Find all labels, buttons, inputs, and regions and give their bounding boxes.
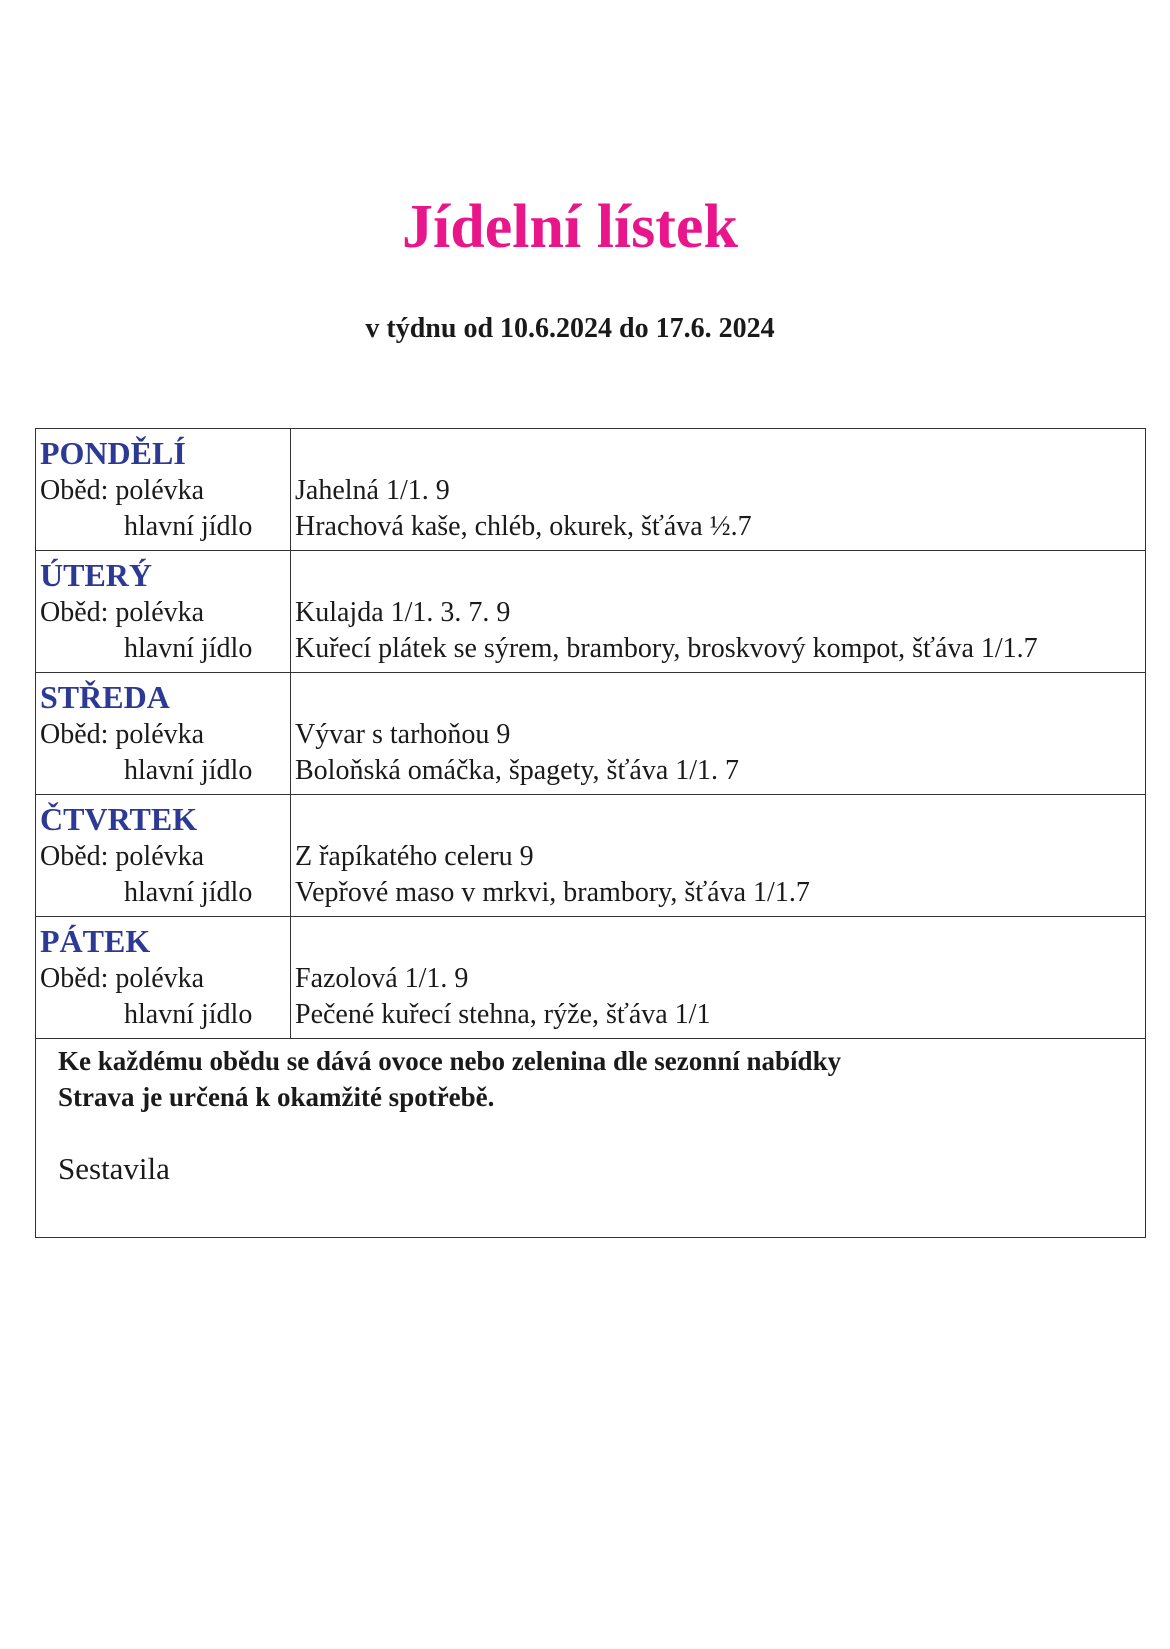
soup-dish: Kulajda 1/1. 3. 7. 9 (295, 597, 511, 628)
menu-table (35, 428, 1146, 1238)
day-row-monday (36, 429, 1146, 551)
main-label: hlavní jídlo (124, 755, 253, 786)
main-dish: Hrachová kaše, chléb, okurek, šťáva ½.7 (295, 511, 752, 542)
day-label-cell (36, 429, 291, 551)
day-row-wednesday (36, 673, 1146, 795)
dish-cell (291, 551, 1146, 673)
dish-cell (291, 917, 1146, 1039)
main-label: hlavní jídlo (124, 877, 253, 908)
dish-cell (291, 429, 1146, 551)
main-label: hlavní jídlo (124, 999, 253, 1030)
footer-cell (36, 1039, 1146, 1238)
fruit-note: Ke každému obědu se dává ovoce nebo zelenina dle sezonní nabídky (58, 1046, 842, 1076)
week-range: v týdnu od 10.6.2024 do 17.6. 2024 (365, 313, 775, 344)
main-label: hlavní jídlo (124, 511, 253, 542)
signature-label: Sestavila (58, 1151, 170, 1186)
day-label-cell (36, 795, 291, 917)
consumption-note: Strava je určená k okamžité spotřebě. (58, 1082, 495, 1112)
soup-dish: Vývar s tarhoňou 9 (295, 719, 511, 750)
soup-label: Oběd: polévka (40, 475, 205, 506)
main-dish: Boloňská omáčka, špagety, šťáva 1/1. 7 (295, 755, 740, 786)
day-row-friday (36, 917, 1146, 1039)
main-dish: Vepřové maso v mrkvi, brambory, šťáva 1/1.7 (295, 877, 810, 908)
day-label-cell (36, 917, 291, 1039)
dish-cell (291, 673, 1146, 795)
day-name: ÚTERÝ (40, 557, 153, 593)
footer-row (36, 1039, 1146, 1238)
day-label-cell (36, 551, 291, 673)
day-name: STŘEDA (40, 679, 170, 715)
soup-dish: Jahelná 1/1. 9 (295, 475, 450, 506)
main-label: hlavní jídlo (124, 633, 253, 664)
main-dish: Pečené kuřecí stehna, rýže, šťáva 1/1 (295, 999, 711, 1030)
soup-label: Oběd: polévka (40, 719, 205, 750)
main-dish: Kuřecí plátek se sýrem, brambory, broskvový kompot, šťáva 1/1.7 (295, 633, 1038, 664)
day-label-cell (36, 673, 291, 795)
day-row-tuesday (36, 551, 1146, 673)
soup-label: Oběd: polévka (40, 963, 205, 994)
soup-label: Oběd: polévka (40, 597, 205, 628)
soup-label: Oběd: polévka (40, 841, 205, 872)
dish-cell (291, 795, 1146, 917)
soup-dish: Fazolová 1/1. 9 (295, 963, 469, 994)
day-row-thursday (36, 795, 1146, 917)
day-name: PONDĚLÍ (40, 435, 186, 471)
day-name: ČTVRTEK (40, 801, 198, 837)
day-name: PÁTEK (40, 923, 151, 959)
menu-title: Jídelní lístek (402, 193, 738, 261)
soup-dish: Z řapíkatého celeru 9 (295, 841, 534, 872)
